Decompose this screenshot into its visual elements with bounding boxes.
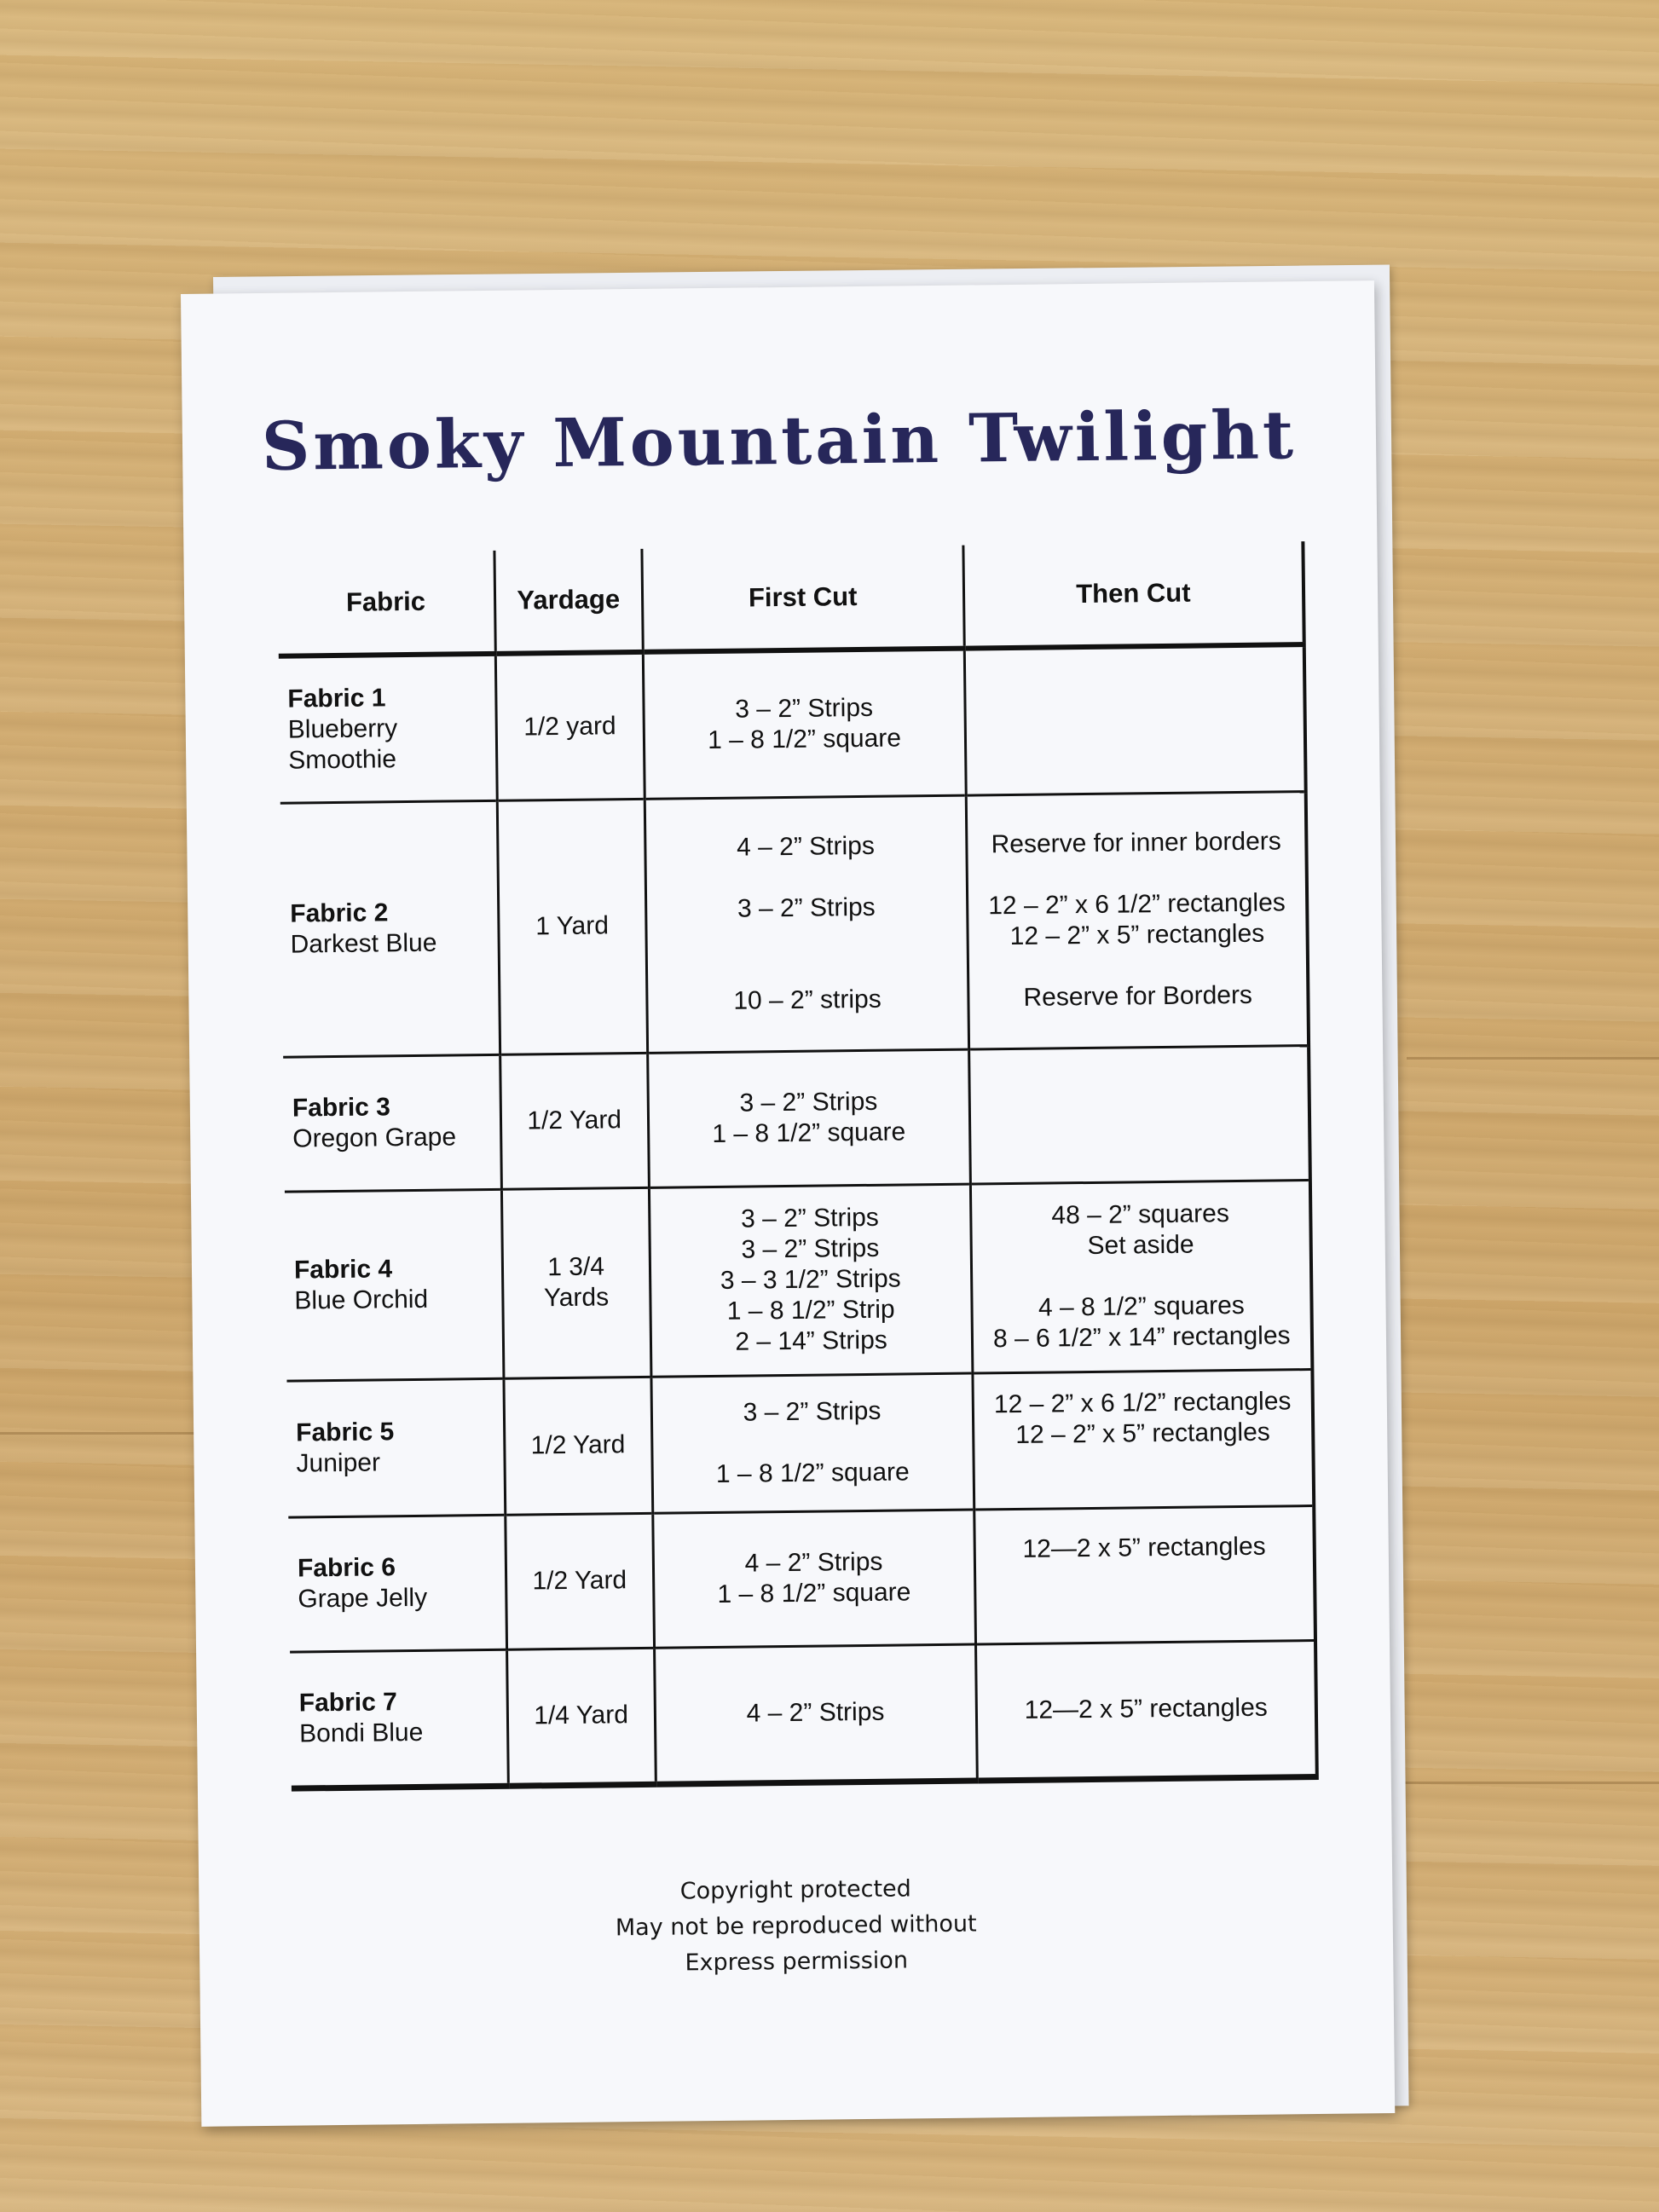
fabric-number: Fabric 7 [298, 1688, 398, 1718]
copyright-notice [199, 1866, 1393, 1986]
document-title: Smoky Mountain Twilight [261, 396, 1298, 486]
fabric-number: Fabric 4 [293, 1255, 393, 1285]
cut-line: 3 – 2” Strips [740, 1203, 879, 1233]
fabric-name: Bondi Blue [298, 1718, 424, 1748]
spacer [654, 953, 960, 987]
fabric-cell [288, 1515, 506, 1652]
spacer [980, 1259, 1304, 1293]
fabric-number: Fabric 3 [292, 1093, 391, 1123]
copyright-line: Express permission [685, 1947, 909, 1977]
cut-line: Reserve for Borders [1023, 980, 1253, 1012]
pattern-sheet [181, 280, 1395, 2127]
then-cut-cell [973, 1369, 1315, 1510]
table-row [285, 1180, 1312, 1381]
table-seam [1398, 1782, 1659, 1784]
yardage-cell: 1/4 Yard [506, 1648, 656, 1786]
then-cut-cell [970, 1180, 1312, 1373]
cut-line: 12—2 x 5” rectangles [1022, 1532, 1266, 1563]
cut-line: 1 – 8 1/2” square [717, 1578, 911, 1608]
cut-line: 12—2 x 5” rectangles [1024, 1693, 1268, 1724]
fabric-name: Oregon Grape [292, 1123, 457, 1153]
spacer [653, 861, 959, 895]
cut-line: Reserve for inner borders [991, 827, 1281, 859]
fabric-cell [280, 800, 500, 1057]
then-cut-cell [964, 644, 1306, 795]
spacer [974, 857, 1298, 891]
cutting-table [277, 541, 1318, 1791]
table-seam [1407, 1057, 1659, 1060]
cut-line: 3 – 2” Strips [737, 892, 876, 923]
fabric-number: Fabric 6 [297, 1553, 396, 1583]
fabric-name: Juniper [296, 1448, 381, 1478]
cut-line: 4 – 2” Strips [736, 831, 876, 862]
yardage-cell: 1/2 Yard [500, 1053, 649, 1189]
then-cut-cell [966, 791, 1309, 1049]
cut-line: 3 – 2” Strips [735, 693, 874, 724]
fabric-name: Blueberry Smoothie [287, 713, 398, 775]
then-cut-cell [974, 1505, 1315, 1644]
table-seam [0, 1432, 196, 1435]
header-row [277, 541, 1304, 656]
fabric-cell [285, 1189, 504, 1381]
cut-line: 12 – 2” x 5” rectangles [1009, 919, 1265, 951]
cut-line: 4 – 2” Strips [746, 1697, 885, 1728]
cut-line: 12 – 2” x 5” rectangles [1015, 1418, 1270, 1449]
copyright-line: Copyright protected [679, 1875, 911, 1905]
yardage-cell: 1/2 Yard [504, 1377, 653, 1515]
table-row [279, 644, 1306, 803]
cut-line: 3 – 2” Strips [739, 1087, 878, 1118]
cut-line: Set aside [1087, 1230, 1194, 1261]
column-header-fabric: Fabric [277, 551, 495, 656]
table-row [283, 1045, 1310, 1192]
first-cut-cell [645, 795, 968, 1053]
first-cut-cell [647, 1049, 970, 1187]
cut-line: 3 – 3 1/2” Strips [720, 1264, 901, 1295]
cut-line: 2 – 14” Strips [735, 1325, 887, 1356]
column-header-then-cut: Then Cut [963, 541, 1304, 649]
fabric-cell [279, 654, 497, 803]
spacer [654, 922, 960, 956]
cut-line: 3 – 2” Strips [743, 1396, 882, 1427]
yardage-cell: 1 3/4 Yards [501, 1187, 650, 1378]
fabric-cell [290, 1649, 508, 1788]
first-cut-cell [643, 649, 966, 799]
fabric-name: Darkest Blue [290, 928, 437, 959]
copyright-line: May not be reproduced without [615, 1910, 977, 1942]
first-cut-cell [652, 1510, 975, 1648]
spacer [660, 1426, 966, 1460]
fabric-number: Fabric 2 [290, 898, 389, 928]
spacer [975, 949, 1299, 983]
cut-line: 8 – 6 1/2” x 14” rectangles [992, 1321, 1291, 1354]
table-row [290, 1640, 1317, 1788]
table-row [288, 1505, 1315, 1652]
yardage-cell: 1/2 Yard [506, 1513, 655, 1649]
first-cut-cell [649, 1184, 973, 1377]
then-cut-cell [968, 1045, 1310, 1184]
cut-line: 12 – 2” x 6 1/2” rectangles [988, 888, 1286, 921]
column-header-first-cut: First Cut [641, 546, 963, 652]
table-row [280, 791, 1309, 1057]
first-cut-cell [654, 1644, 977, 1784]
fabric-cell [286, 1378, 505, 1517]
yardage-cell: 1/2 yard [495, 652, 645, 800]
cut-line: 1 – 8 1/2” Strip [726, 1295, 895, 1325]
cut-line: 4 – 2” Strips [744, 1547, 883, 1578]
cut-line: 4 – 8 1/2” squares [1038, 1291, 1245, 1322]
cut-line: 10 – 2” strips [733, 985, 882, 1015]
cut-line: 1 – 8 1/2” square [712, 1118, 906, 1148]
cut-line: 1 – 8 1/2” square [707, 724, 902, 754]
cut-line: 3 – 2” Strips [741, 1233, 880, 1264]
fabric-name: Grape Jelly [298, 1583, 428, 1614]
fabric-number: Fabric 1 [287, 684, 386, 713]
then-cut-cell [975, 1640, 1317, 1781]
fabric-name: Blue Orchid [294, 1285, 429, 1315]
cut-line: 12 – 2” x 6 1/2” rectangles [993, 1386, 1292, 1418]
first-cut-cell [650, 1373, 974, 1513]
cut-line: 48 – 2” squares [1051, 1199, 1230, 1230]
fabric-cell [283, 1054, 501, 1192]
yardage-cell: 1 Yard [497, 799, 647, 1054]
table-row [286, 1369, 1314, 1517]
column-header-yardage: Yardage [494, 549, 643, 654]
fabric-number: Fabric 5 [295, 1418, 395, 1447]
cut-line: 1 – 8 1/2” square [715, 1458, 910, 1488]
